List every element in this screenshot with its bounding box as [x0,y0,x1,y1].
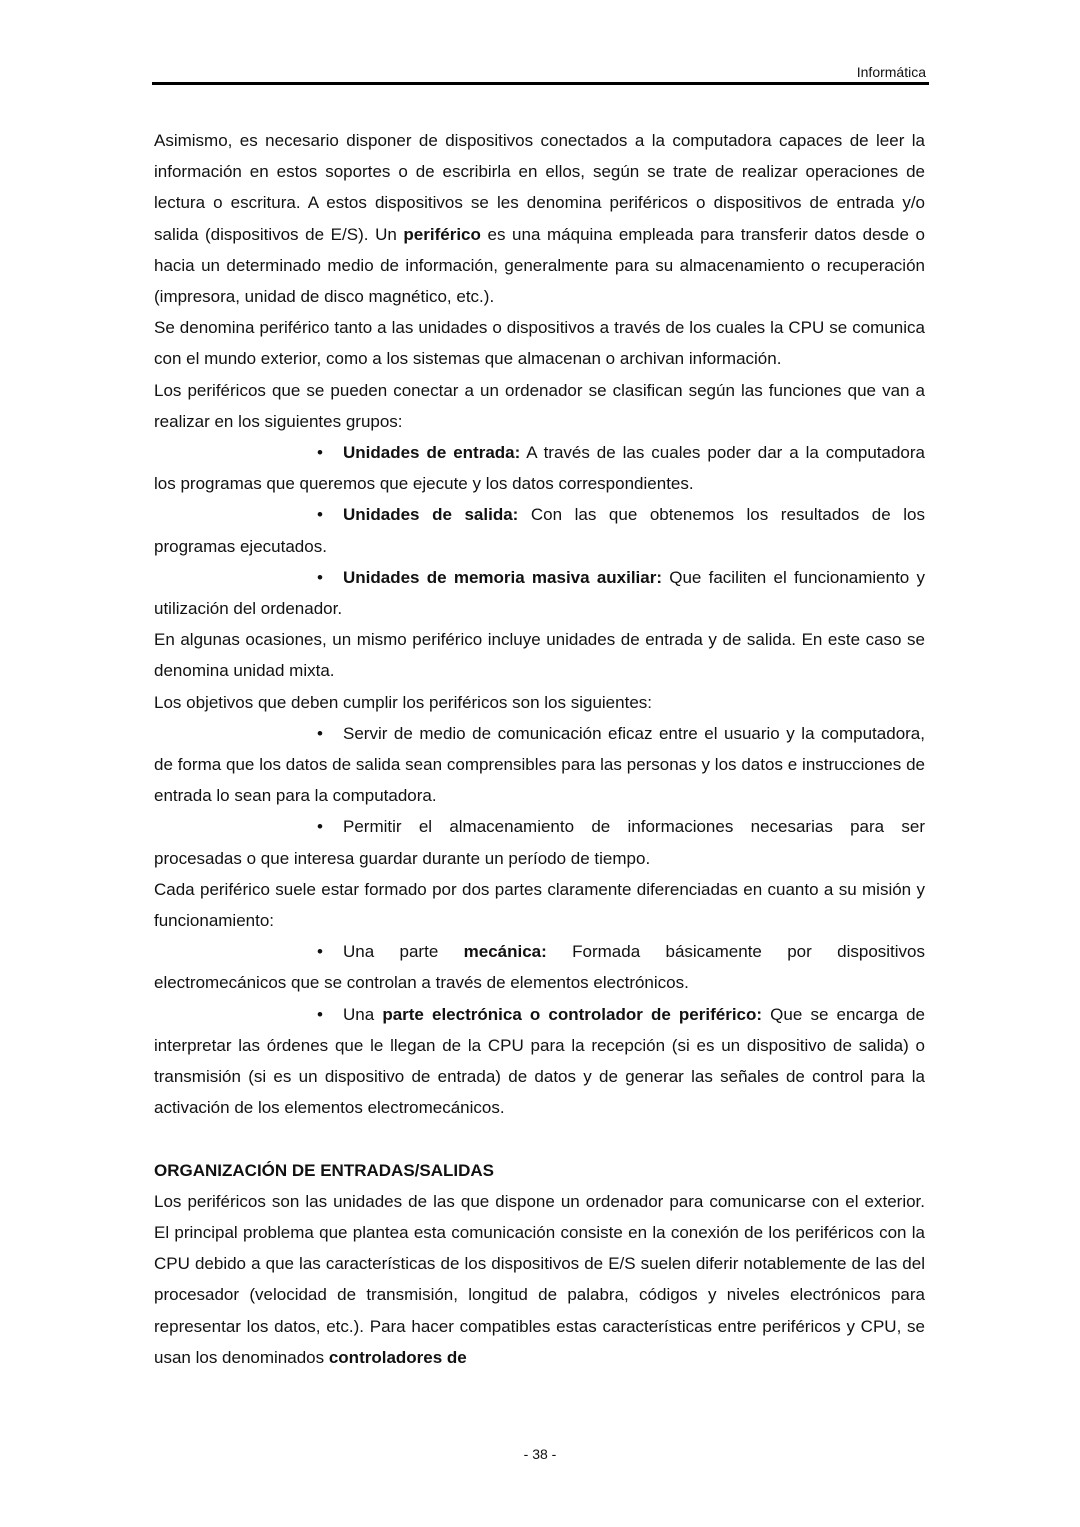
list-item-prefix: Una parte [343,942,464,962]
list-item-input-units [154,437,925,499]
list-item-output-units [154,499,925,561]
list-item-term: Unidades de salida: [343,505,519,525]
header-rule [152,82,929,85]
paragraph-io-organization [154,1186,925,1373]
bullet-icon: • [317,567,323,587]
paragraph-mixed-unit: En algunas ocasiones, un mismo periférico incluye unidades de entrada y de salida. En este caso se denomina unidad mixta. [154,630,925,681]
list-item-term: mecánica: [463,942,547,962]
list-item-mechanical-part [154,936,925,998]
paragraph-peripheral-definition: Se denomina periférico tanto a las unidades o dispositivos a través de los cuales la CPU se comunica con el mundo exterior, como a los sistemas que almacenan o archivan información. [154,318,925,369]
list-item-mass-storage-units [154,562,925,624]
bullet-icon: • [317,443,323,463]
section-spacer [154,1124,925,1155]
list-item-text: Servir de medio de comunicación eficaz entre el usuario y la computadora, de forma que los datos de salida sean comprensibles para las personas y los datos e instrucciones de entrada lo sean para la computadora. [154,723,925,806]
list-item-prefix: Una [343,1004,383,1024]
list-item-text: Con las que obtenemos los resultados de los programas ejecutados. [154,505,925,556]
bullet-icon: • [317,1004,323,1024]
bullet-icon: • [317,817,323,837]
term-periferico: periférico [403,224,481,244]
paragraph-classification-intro: Los periféricos que se pueden conectar a un ordenador se clasifican según las funciones que van a realizar en los siguientes grupos: [154,380,925,431]
list-item-term: parte electrónica o controlador de periférico: [382,1004,763,1024]
section-heading: ORGANIZACIÓN DE ENTRADAS/SALIDAS [154,1160,495,1180]
paragraph-text: Los periféricos son las unidades de las que dispone un ordenador para comunicarse con el exterior. El principal problema que plantea esta comunicación consiste en la conexión de los periféricos con la CPU debido a que las características de los dispositivos de E/S suelen diferir notablemente de las del procesador (velocidad de transmisión, longitud de palabra, códigos y niveles electrónicos para representar los datos, etc.). Para hacer compatibles estas características entre periféricos y CPU, se usan los denominados [154,1191,925,1367]
bullet-icon: • [317,723,323,743]
bullet-icon: • [317,942,323,962]
paragraph-objectives-intro: Los objetivos que deben cumplir los periféricos son los siguientes: [154,692,652,712]
term-controladores: controladores de [328,1347,467,1367]
list-item-text: A través de las cuales poder dar a la computadora los programas que queremos que ejecute y los datos correspondientes. [154,443,926,494]
list-item-objective-communication [154,718,925,812]
paragraph-text: es una máquina empleada para transferir datos desde o hacia un determinado medio de información, generalmente para su almacenamiento o recuperación (impresora, unidad de disco magnético, etc.). [154,224,925,307]
list-item-objective-storage [154,811,925,873]
paragraph-parts-intro: Cada periférico suele estar formado por dos partes claramente diferenciadas en cuanto a su misión y funcionamiento: [154,879,925,931]
list-item-term: Unidades de entrada: [343,443,521,463]
bullet-icon: • [317,505,323,525]
list-item-electronic-part [154,999,925,1124]
paragraph-storage-devices [154,125,925,312]
running-header: Informática [856,64,926,80]
paragraph-text: Asimismo, es necesario disponer de dispositivos conectados a la computadora capaces de leer la información en estos soportes o de escribirla en ellos, según se trate de realizar operaciones de lectura o escritura. A estos dispositivos se les denomina periféricos o dispositivos de entrada y/o salida (dispositivos de E/S). Un [154,131,925,244]
list-item-text: Que faciliten el funcionamiento y utilización del ordenador. [154,567,925,619]
page-body [154,125,925,1373]
list-item-term: Unidades de memoria masiva auxiliar: [343,567,663,587]
list-item-text: Que se encarga de interpretar las órdenes que le llegan de la CPU para la recepción (si es un dispositivo de salida) o transmisión (si es un dispositivo de entrada) de datos y de generar las señales de control para la activación de los elementos electromecánicos. [154,1004,925,1118]
list-item-text: Permitir el almacenamiento de informaciones necesarias para ser procesadas o que interesa guardar durante un período de tiempo. [154,817,925,868]
list-item-text: Formada básicamente por dispositivos electromecánicos que se controlan a través de elementos electrónicos. [154,942,926,993]
page-number: - 38 - [523,1446,557,1462]
